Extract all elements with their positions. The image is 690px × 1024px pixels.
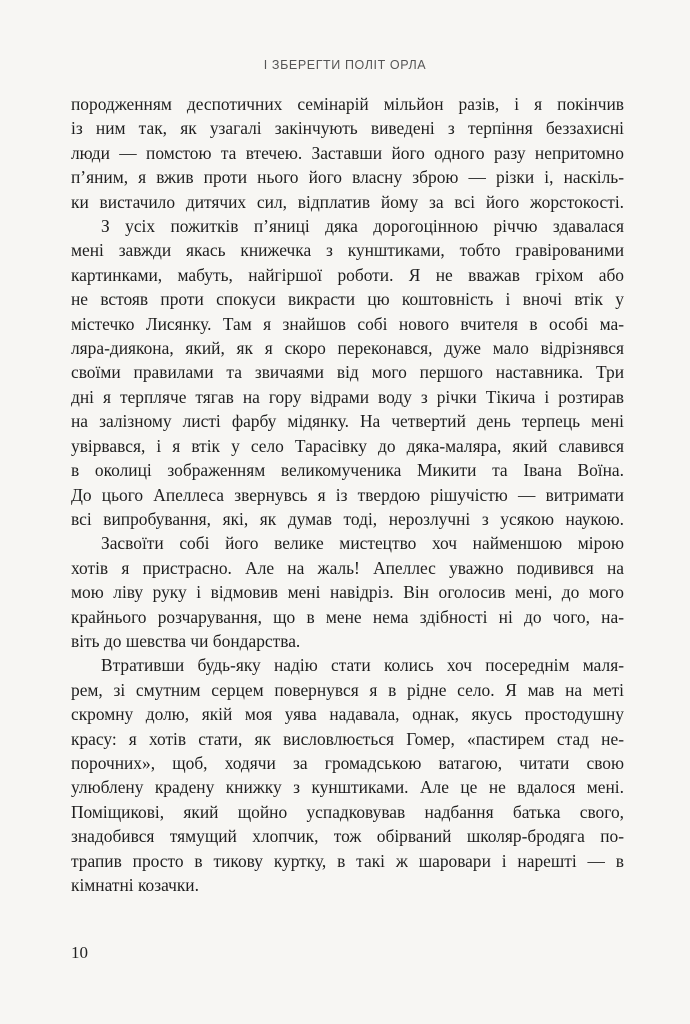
text-line: Поміщикові, який щойно успадковував надбання батька свого, — [71, 801, 624, 822]
text-line: До цього Апеллеса звернувсь я із твердою рішучістю — витримати — [71, 484, 624, 505]
paragraph — [71, 531, 624, 653]
paragraph — [71, 653, 624, 897]
text-line: трапив просто в тикову куртку, в такі ж шаровари і нарешті — в — [71, 850, 624, 871]
paragraph — [71, 214, 624, 531]
text-line: красу: я хотів стати, як висловлюється Гомер, «пастирем стад не- — [71, 728, 624, 749]
text-line: улюблену крадену книжку з кунштиками. Але це не вдалося мені. — [71, 777, 624, 798]
text-line: хотів я пристрасно. Але на жаль! Апеллес уважно подивився на — [71, 557, 624, 578]
text-line: знадобився тямущий хлопчик, тож обірваний школяр-бродяга по- — [71, 826, 624, 847]
text-line: п’яним, я вжив проти нього його власну зброю — різки і, наскіль- — [71, 167, 624, 188]
text-line: З усіх пожитків п’яниці дяка дорогоцінною річчю здавалася — [101, 216, 624, 237]
page-number: 10 — [71, 943, 88, 962]
text-line: ки вистачило дитячих сил, відплатив йому за всі його жорстокості. — [71, 191, 624, 212]
text-line: на залізному листі фарбу мідянку. На четвертий день терпець мені — [71, 411, 624, 432]
text-line: дні я терпляче тягав на гору відрами воду з річки Тікича і розтирав — [71, 386, 624, 407]
text-line: породженням деспотичних семінарій мільйон разів, і я покінчив — [71, 94, 624, 114]
text-line: мою ліву руку і відмовив мені навідріз. Він оголосив мені, до мого — [71, 582, 624, 603]
text-line: люди — помстою та втечею. Заставши його одного разу непритомно — [71, 142, 624, 163]
text-line: своїми правилами та звичаями від мого першого наставника. Три — [71, 362, 624, 383]
text-line: ляра-диякона, який, як я скоро переконався, дуже мало відрізнявся — [71, 338, 624, 359]
text-line: порочних», щоб, ходячи за громадською ватагою, читати свою — [71, 752, 624, 773]
text-line: в околиці зображенням великомученика Микити та Івана Воїна. — [71, 460, 624, 481]
paragraph — [71, 92, 624, 214]
text-line: Засвоїти собі його велике мистецтво хоч найменшою мірою — [101, 533, 624, 554]
text-line: кімнатні козачки. — [71, 875, 199, 895]
text-line: не встояв проти спокуси викрасти цю коштовність і вночі втік у — [71, 289, 624, 310]
text-line: скромну долю, якій моя уява надавала, однак, якусь простодушну — [71, 704, 624, 725]
text-line: містечко Лисянку. Там я знайшов собі нового вчителя в особі ма- — [71, 313, 624, 334]
body-text — [71, 92, 624, 897]
text-line: із ним так, як узагалі закінчують виведені з терпіння беззахисні — [71, 118, 624, 139]
running-header: І ЗБЕРЕГТИ ПОЛІТ ОРЛА — [263, 58, 427, 72]
text-line: віть до шевства чи бондарства. — [71, 630, 301, 651]
text-line: всі випробування, які, як думав тоді, нерозлучні з усякою наукою. — [71, 508, 624, 529]
text-line: мені завжди якась книжечка з кунштиками, тобто гравірованими — [71, 240, 624, 261]
text-line: крайнього розчарування, що в мене нема здібності ні до чого, на- — [71, 606, 624, 627]
text-line: Втративши будь-яку надію стати колись хоч посереднім маля- — [101, 655, 624, 676]
text-line: увірвався, і я втік у село Тарасівку до дяка-маляра, який славився — [71, 435, 624, 456]
text-line: картинками, мабуть, найгіршої роботи. Я не вважав гріхом або — [71, 264, 624, 285]
text-line: рем, зі смутним серцем повернувся я в рідне село. Я мав на меті — [71, 679, 624, 700]
